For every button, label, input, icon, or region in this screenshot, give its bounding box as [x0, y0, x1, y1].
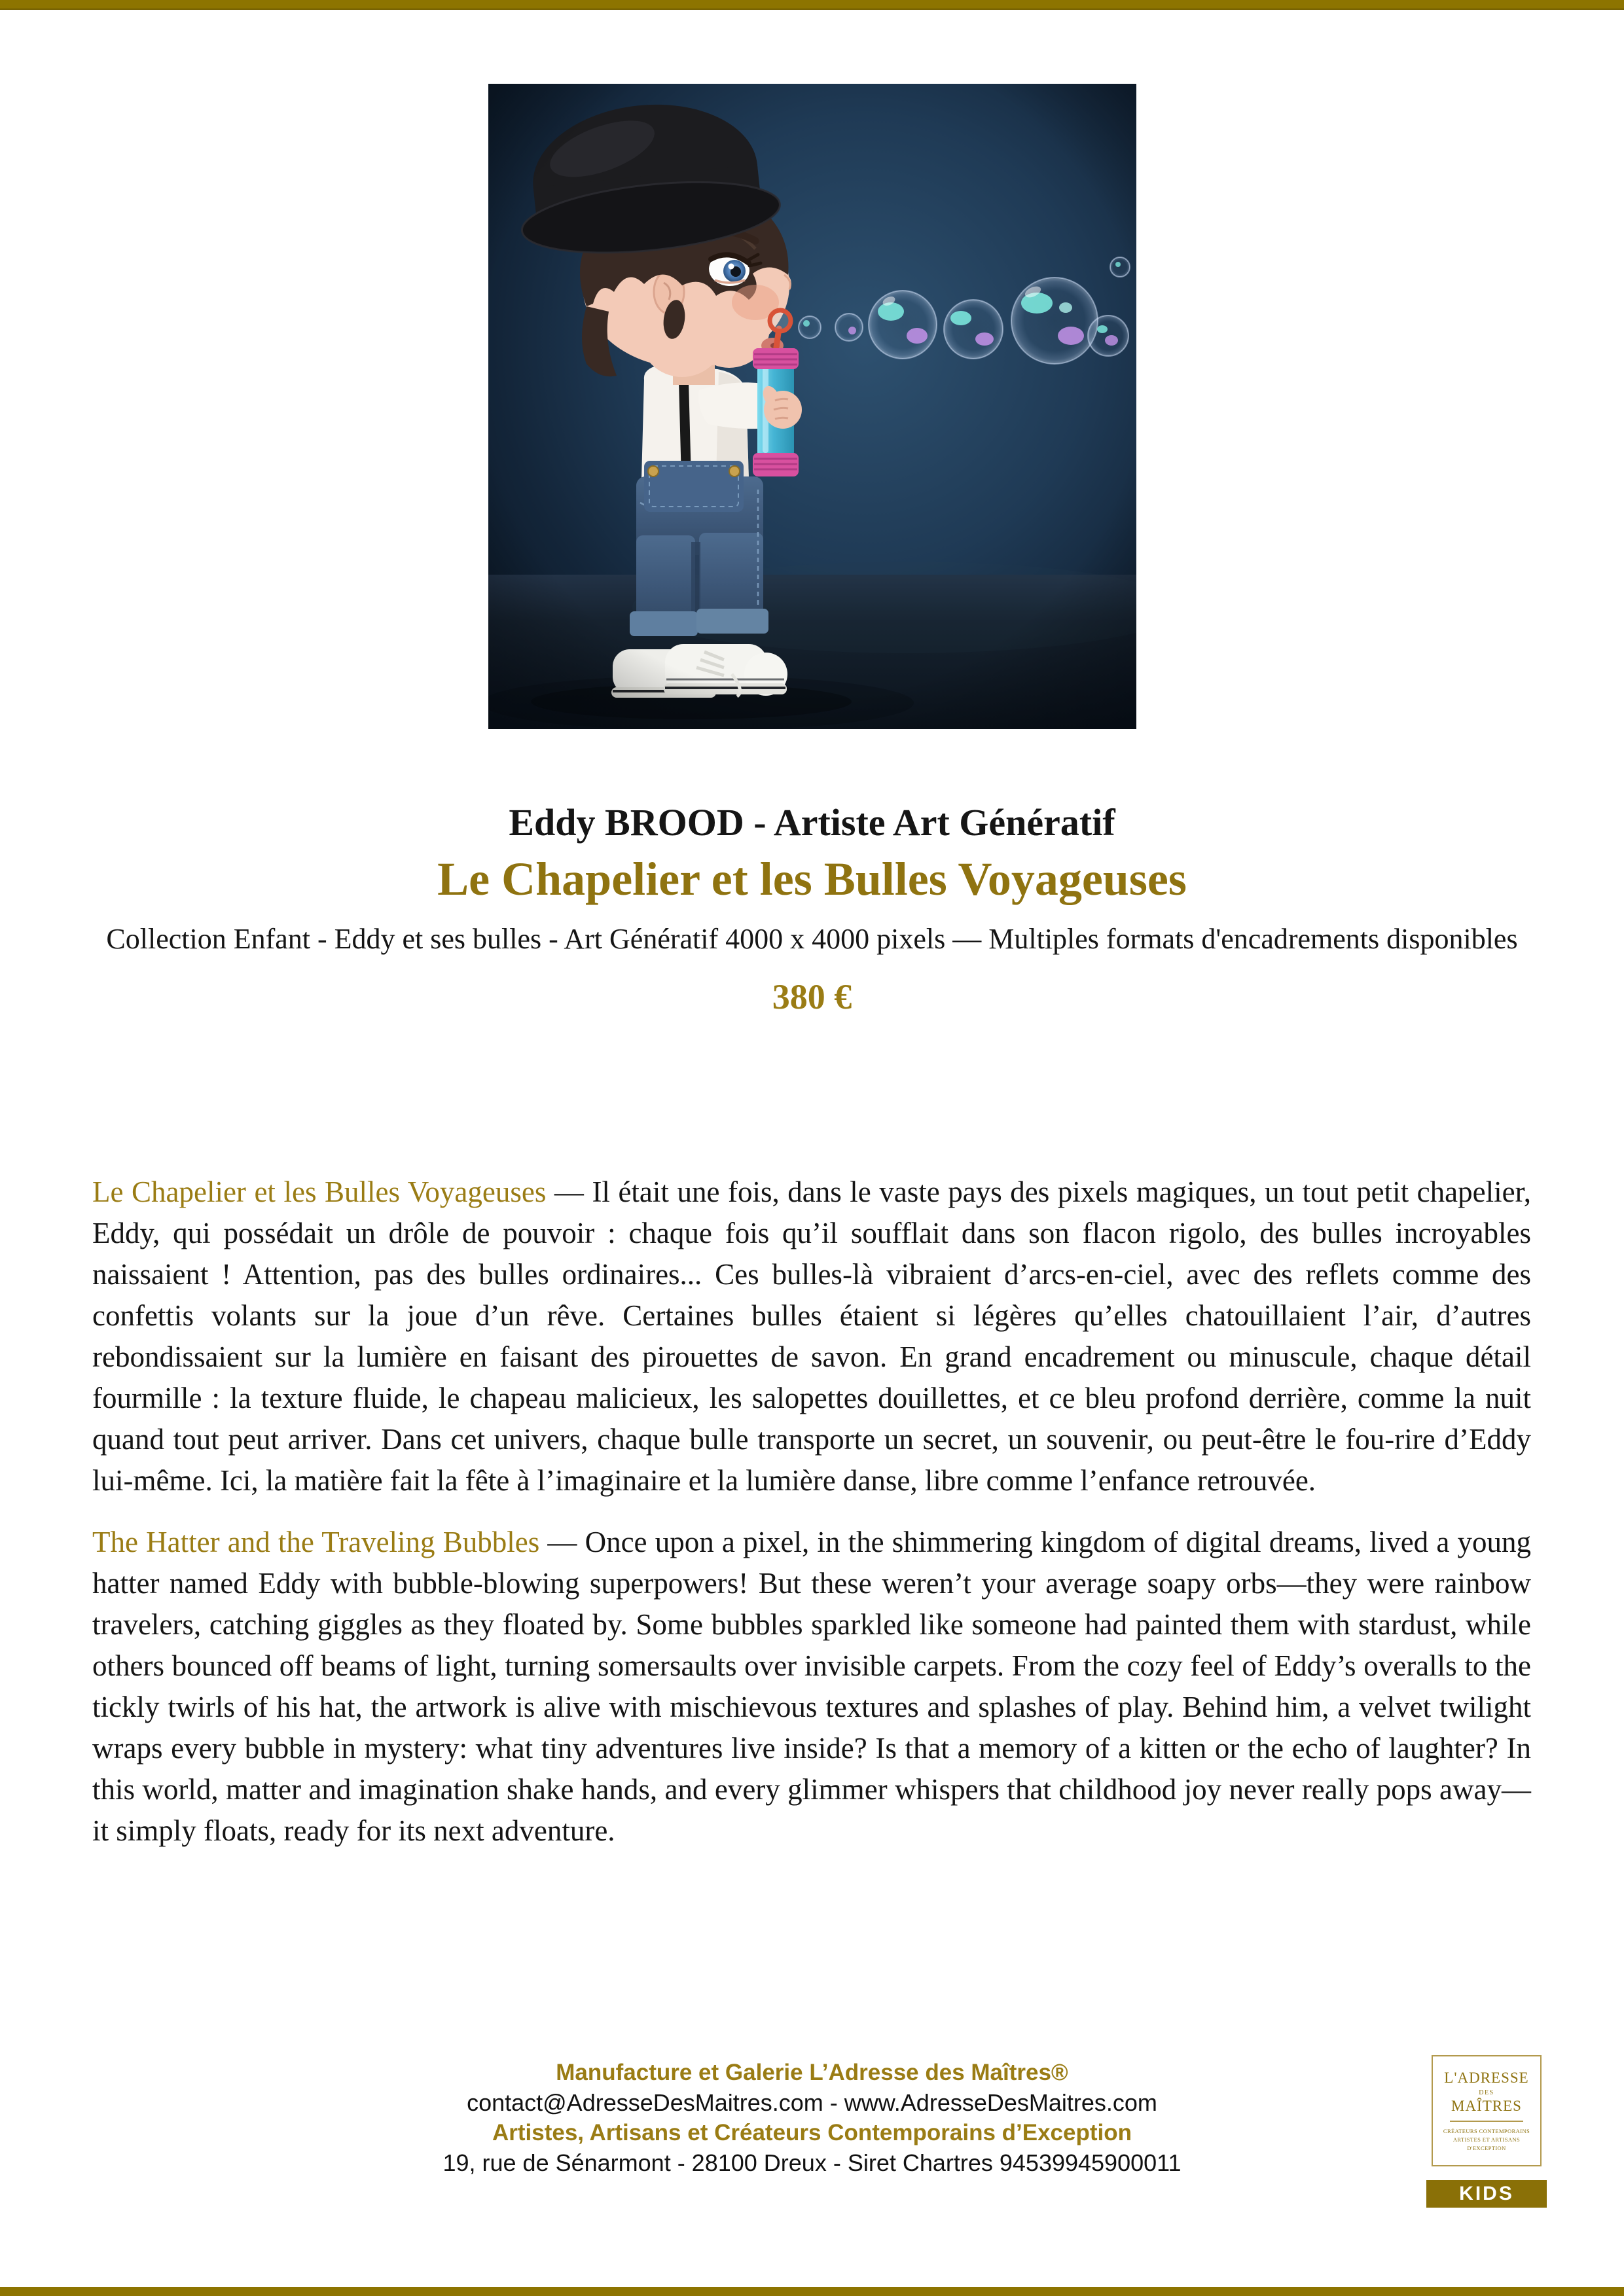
paragraph-english-body: Once upon a pixel, in the shimmering kingdom of digital dreams, lived a young hatter named Eddy with bubble-blowing superpowers! But these weren’t your average soapy orbs—they were rainbow travelers, catching giggles as they floated by. Some bubbles sparkled like someone had painted them with stardust, while others bounced off beams of light, turning somersaults over invisible carpets. From the cozy feel of Eddy’s overalls to the tickly twirls of his hat, the artwork is alive with mischievous textures and splashes of play. Behind him, a velvet twilight wraps every bubble in mystery: what tiny adventures live inside? Is that a memory of a kitten or the echo of laughter? In this world, matter and imagination shake hands, and every glimmer whispers that childhood joy never really pops away—it simply floats, ready for its next adventure.: [92, 1526, 1531, 1847]
artwork-image: [488, 84, 1136, 729]
paragraph-french-body: Il était une fois, dans le vaste pays des pixels magiques, un tout petit chapelier, Eddy, qui possédait un drôle de pouvoir : chaque fois qu’il soufflait dans son flacon rigolo, des bulles incroyables naissaient ! Attention, pas des bulles ordinaires... Ces bulles-là vibraient d’arcs-en-ciel, avec des reflets comme des confettis volants sur la joue d’un rêve. Certaines bulles étaient si légères qu’elles chatouillaient l’air, d’autres rebondissaient sur la lumière en faisant des pirouettes de savon. En grand encadrement ou minuscule, chaque détail fourmille : la texture fluide, le chapeau malicieux, les salopettes douillettes, et ce bleu profond derrière, comme la nuit quand tout peut arriver. Dans cet univers, chaque bulle transporte un secret, un souvenir, ou peut-être le fou-rire d’Eddy lui-même. Ici, la matière fait la fête à l’imaginaire et la lumière danse, libre comme l’enfance retrouvée.: [92, 1175, 1532, 1497]
artwork-svg: [488, 84, 1136, 729]
top-gold-bar: [0, 0, 1624, 10]
logo-subline-3: D'EXCEPTION: [1467, 2144, 1506, 2151]
logo-line-2: DES: [1479, 2089, 1494, 2096]
gallery-logo: [1432, 2055, 1542, 2166]
logo-subline-2: ARTISTES ET ARTISANS: [1453, 2136, 1521, 2143]
price: 380 €: [772, 977, 852, 1017]
artwork-subtitle: Collection Enfant - Eddy et ses bulles - Art Génératif 4000 x 4000 pixels — Multiples formats d'encadrements disponibles: [106, 923, 1518, 956]
paragraph-french-sep: —: [546, 1175, 592, 1208]
logo-divider: [1450, 2121, 1523, 2122]
kids-collection-badge: [1426, 2180, 1547, 2208]
footer-address-line: 19, rue de Sénarmont - 28100 Dreux - Siret Chartres 94539945900011: [442, 2149, 1182, 2176]
footer-contact-line: contact@AdresseDesMaitres.com - www.AdresseDesMaitres.com: [467, 2089, 1157, 2116]
bottom-gold-bar: [0, 2287, 1624, 2296]
footer-block: [0, 2058, 1624, 2178]
paragraph-french-lead: Le Chapelier et les Bulles Voyageuses: [92, 1175, 547, 1208]
footer-tagline: Artistes, Artisans et Créateurs Contemporains d’Exception: [492, 2120, 1132, 2145]
artwork-title: Le Chapelier et les Bulles Voyageuses: [437, 852, 1187, 905]
logo-line-3: MAÎTRES: [1451, 2097, 1522, 2114]
paragraph-english: [92, 1522, 1531, 1852]
artist-name-line: Eddy BROOD - Artiste Art Génératif: [509, 801, 1115, 844]
footer-gallery-name: Manufacture et Galerie L’Adresse des Maîtres®: [556, 2060, 1068, 2085]
logo-line-1: L'ADRESSE: [1444, 2069, 1529, 2086]
paragraph-french: [92, 1172, 1531, 1501]
header-block: [0, 802, 1624, 1017]
description-block: [92, 1172, 1531, 1872]
kids-badge-label: KIDS: [1459, 2183, 1514, 2204]
paragraph-english-sep: —: [539, 1526, 585, 1558]
logo-subline-1: CRÉATEURS CONTEMPORAINS: [1443, 2127, 1530, 2134]
paragraph-english-lead: The Hatter and the Traveling Bubbles: [92, 1526, 540, 1558]
